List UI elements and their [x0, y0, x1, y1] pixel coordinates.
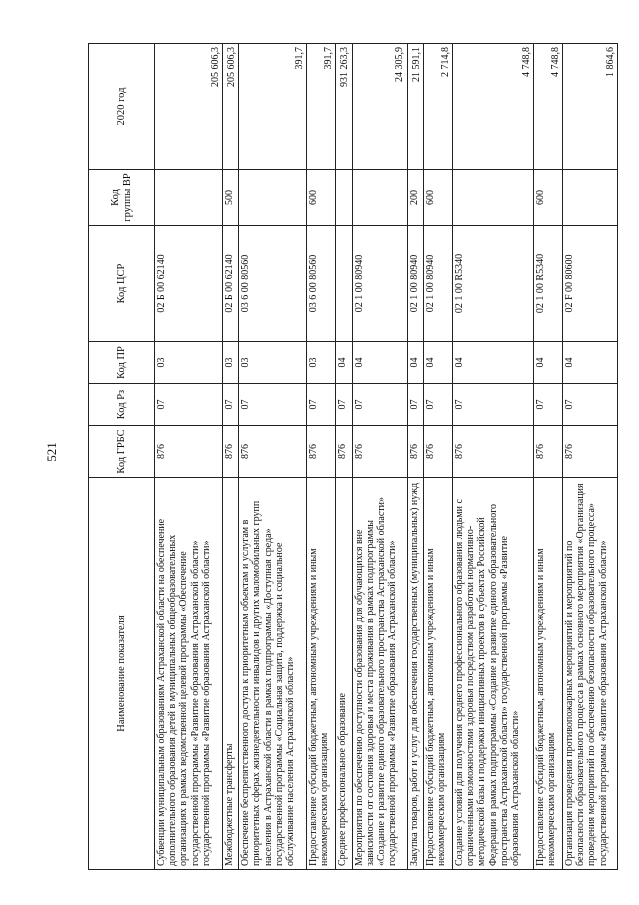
cell-rz: 07 [336, 384, 352, 426]
cell-pr: 04 [352, 342, 407, 384]
page-number: 521 [44, 442, 59, 462]
cell-vr: 600 [307, 170, 336, 226]
cell-grbs: 876 [562, 426, 617, 478]
table-row [155, 44, 223, 870]
table-row [222, 44, 238, 870]
header-name: Наименование показателя [89, 478, 155, 870]
cell-pr: 04 [562, 342, 617, 384]
cell-vr [239, 170, 307, 226]
cell-name: Создание условий для получения среднего профессионального образования людьми с ограниченными возможностями здоровья посредством разработки нормативно-методической базы и поддержки инициативных проектов в субъектах Российской Федерации в рамках подпрограммы «Создание и развитие единого образовательного пространства Астраханской области» государственной программы «Развитие образования Астраханской области» [453, 478, 534, 870]
cell-pr: 04 [453, 342, 534, 384]
cell-name: Мероприятия по обеспечению доступности образования для обучающихся вне зависимости от состояния здоровья и места проживания в рамках подпрограммы «Создание и развитие единого образовательного пространства Астраханской области» государственной программы «Развитие образования Астраханской области» [352, 478, 407, 870]
cell-vr: 200 [407, 170, 423, 226]
cell-value: 21 591,1 [407, 44, 423, 170]
cell-pr: 03 [155, 342, 223, 384]
table-row [352, 44, 407, 870]
cell-grbs: 876 [407, 426, 423, 478]
cell-value: 4 748,8 [453, 44, 534, 170]
cell-value: 1 864,6 [562, 44, 617, 170]
cell-vr [336, 170, 352, 226]
cell-pr: 04 [423, 342, 452, 384]
cell-vr [155, 170, 223, 226]
budget-table-rotated [88, 44, 618, 870]
cell-pr: 03 [222, 342, 238, 384]
budget-table [88, 43, 618, 870]
cell-name: Предоставление субсидий бюджетным, автономным учреждениям и иным некоммерческим организациям [307, 478, 336, 870]
cell-name: Предоставление субсидий бюджетным, автономным учреждениям и иным некоммерческим организациям [423, 478, 452, 870]
cell-vr: 500 [222, 170, 238, 226]
cell-grbs: 876 [239, 426, 307, 478]
cell-csr [336, 226, 352, 342]
cell-rz: 07 [155, 384, 223, 426]
header-rz: Код Рз [89, 384, 155, 426]
cell-vr: 600 [533, 170, 562, 226]
cell-vr: 600 [423, 170, 452, 226]
cell-csr: 02 F 00 80600 [562, 226, 617, 342]
cell-name: Среднее профессиональное образование [336, 478, 352, 870]
cell-grbs: 876 [222, 426, 238, 478]
cell-value: 391,7 [239, 44, 307, 170]
cell-pr: 04 [336, 342, 352, 384]
cell-csr: 03 6 00 80560 [239, 226, 307, 342]
table-row [562, 44, 617, 870]
cell-pr: 03 [239, 342, 307, 384]
cell-rz: 07 [423, 384, 452, 426]
cell-pr: 04 [533, 342, 562, 384]
cell-pr: 03 [307, 342, 336, 384]
cell-csr: 02 1 00 80940 [423, 226, 452, 342]
header-year: 2020 год [89, 44, 155, 170]
header-pr: Код ПР [89, 342, 155, 384]
cell-name: Предоставление субсидий бюджетным, автономным учреждениям и иным некоммерческим организациям [533, 478, 562, 870]
cell-pr: 04 [407, 342, 423, 384]
cell-csr: 02 1 00 80940 [407, 226, 423, 342]
cell-csr: 02 1 00 R5340 [453, 226, 534, 342]
cell-csr: 03 6 00 80560 [307, 226, 336, 342]
cell-value: 24 305,9 [352, 44, 407, 170]
table-row [423, 44, 452, 870]
table-row [307, 44, 336, 870]
table-row [336, 44, 352, 870]
cell-grbs: 876 [533, 426, 562, 478]
table-row [453, 44, 534, 870]
cell-vr [352, 170, 407, 226]
cell-name: Обеспечение беспрепятственного доступа к приоритетным объектам и услугам в приоритетных сферах жизнедеятельности инвалидов и других маломобильных групп населения в Астраханской области в рамках подпрограммы «Доступная среда» государственной программы «Социальная защита, поддержка и социальное обслуживание населения Астраханской области» [239, 478, 307, 870]
cell-rz: 07 [453, 384, 534, 426]
cell-rz: 07 [407, 384, 423, 426]
cell-value: 931 263,3 [336, 44, 352, 170]
cell-name: Субвенции муниципальным образованиям Астраханской области на обеспечение дополнительного образования детей в муниципальных общеобразовательных организациях в рамках ведомственной целевой программы «Обеспечение государственной программы «Развитие образования Астраханской области» государственной программы «Развитие образования Астраханской области» [155, 478, 223, 870]
table-body [155, 44, 618, 870]
header-grbs: Код ГРБС [89, 426, 155, 478]
cell-grbs: 876 [423, 426, 452, 478]
cell-rz: 07 [239, 384, 307, 426]
cell-vr [453, 170, 534, 226]
cell-csr: 02 1 00 80940 [352, 226, 407, 342]
cell-grbs: 876 [307, 426, 336, 478]
cell-grbs: 876 [352, 426, 407, 478]
cell-name: Закупка товаров, работ и услуг для обеспечения государственных (муниципальных) нужд [407, 478, 423, 870]
cell-value: 4 748,8 [533, 44, 562, 170]
cell-value: 391,7 [307, 44, 336, 170]
cell-value: 2 714,8 [423, 44, 452, 170]
cell-rz: 07 [307, 384, 336, 426]
cell-grbs: 876 [336, 426, 352, 478]
cell-name: Межбюджетные трансферты [222, 478, 238, 870]
cell-rz: 07 [222, 384, 238, 426]
cell-value: 205 606,3 [155, 44, 223, 170]
header-row [89, 44, 155, 870]
table-row [533, 44, 562, 870]
table-row [239, 44, 307, 870]
table-row [407, 44, 423, 870]
header-csr: Код ЦСР [89, 226, 155, 342]
cell-csr: 02 Б 00 62140 [155, 226, 223, 342]
cell-vr [562, 170, 617, 226]
header-vr: Код группы ВР [89, 170, 155, 226]
cell-rz: 07 [352, 384, 407, 426]
cell-name: Организация проведения противопожарных мероприятий и мероприятий по безопасности образовательного процесса в рамках основного мероприятия «Организация проведения мероприятий по обеспечению безопасности образовательного процесса» государственной программы «Развитие образования Астраханской области» [562, 478, 617, 870]
cell-rz: 07 [533, 384, 562, 426]
cell-csr: 02 Б 00 62140 [222, 226, 238, 342]
cell-grbs: 876 [155, 426, 223, 478]
cell-rz: 07 [562, 384, 617, 426]
cell-grbs: 876 [453, 426, 534, 478]
cell-csr: 02 1 00 R5340 [533, 226, 562, 342]
cell-value: 205 606,3 [222, 44, 238, 170]
